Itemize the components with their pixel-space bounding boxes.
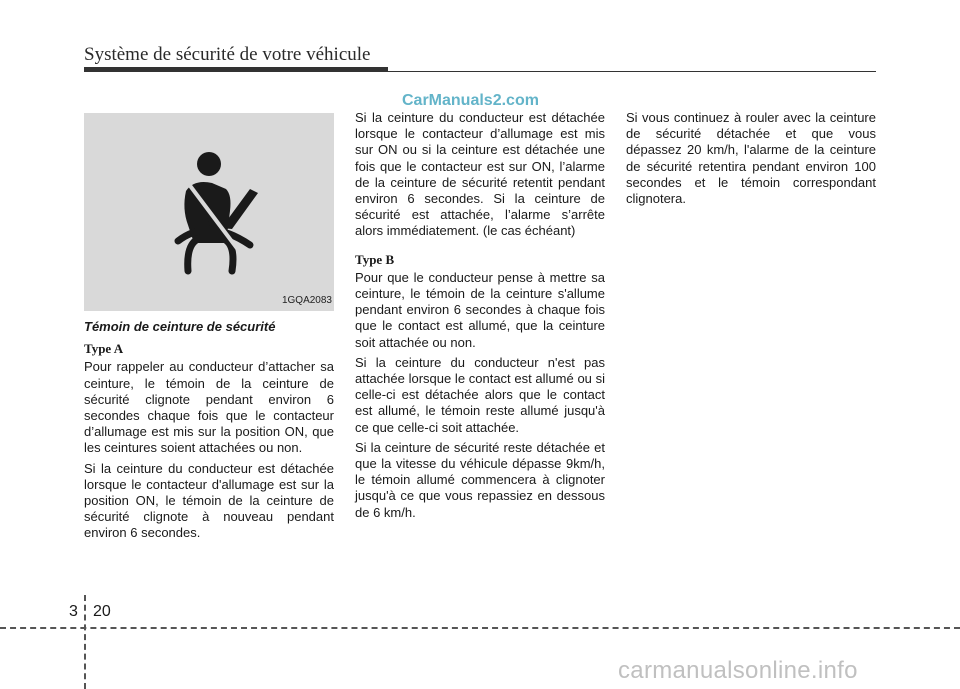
figure-caption: Témoin de ceinture de sécurité bbox=[84, 319, 276, 334]
column-3 bbox=[626, 110, 876, 211]
type-a-heading: Type A bbox=[84, 341, 124, 357]
header-rule bbox=[84, 71, 876, 72]
seatbelt-figure bbox=[84, 113, 334, 311]
paragraph: Pour rappeler au conducteur d’attacher sa ceinture, le témoin de la ceinture de sécurité clignote pendant environ 6 secondes chaque fois que le contacteur d’allumage est mis sur la position ON, que les ceintures soient attachées ou non. bbox=[84, 359, 334, 456]
page-number: 20 bbox=[93, 603, 111, 620]
paragraph: Si la ceinture du conducteur est détachée lorsque le contacteur d’allumage est mis sur ON ou si la ceinture est détachée une fois que le contacteur est sur ON, l’alarme de la ceinture de sécurité retentit pendant environ 6 secondes. Si la ceinture de sécurité est attachée, l’alarme s’arrête alors immédiatement. (le cas échéant) bbox=[355, 110, 605, 239]
paragraph: Pour que le conducteur pense à mettre sa ceinture, le témoin de la ceinture s'allume pendant environ 6 secondes à chaque fois que le contact est allumé, que la ceinture soit attachée ou non. bbox=[355, 269, 605, 350]
figure-code: 1GQA2083 bbox=[281, 294, 332, 306]
paragraph: Si vous continuez à rouler avec la ceinture de sécurité détachée et que vous dépassez 20 km/h, l'alarme de la ceinture de sécurité retentira pendant environ 100 secondes et le témoin correspondant clignotera. bbox=[626, 110, 876, 207]
column-1 bbox=[84, 113, 334, 546]
watermark-top: CarManuals2.com bbox=[402, 92, 539, 109]
paragraph: Si la ceinture de sécurité reste détachée et que la vitesse du véhicule dépasse 9km/h, le témoin allumé commencera à clignoter jusqu'à ce que vous repassiez en dessous de 6 km/h. bbox=[355, 439, 605, 520]
footer-divider bbox=[84, 595, 86, 689]
chapter-number: 3 bbox=[69, 603, 78, 620]
type-b-heading: Type B bbox=[355, 251, 395, 267]
column-2 bbox=[355, 110, 605, 525]
page-header-title: Système de sécurité de votre véhicule bbox=[84, 44, 371, 65]
watermark-bottom: carmanualsonline.info bbox=[618, 657, 858, 684]
paragraph: Si la ceinture du conducteur n'est pas attachée lorsque le contact est allumé ou si celle-ci est détachée alors que le contact est allumé, le témoin reste allumé jusqu'à ce que celle-ci soit attachée. bbox=[355, 354, 605, 435]
paragraph: Si la ceinture du conducteur est détachée lorsque le contacteur d'allumage est sur la position ON, le témoin de la ceinture de sécurité clignote à nouveau pendant environ 6 secondes. bbox=[84, 460, 334, 541]
seatbelt-warning-icon bbox=[154, 145, 264, 275]
footer-rule bbox=[0, 627, 960, 629]
